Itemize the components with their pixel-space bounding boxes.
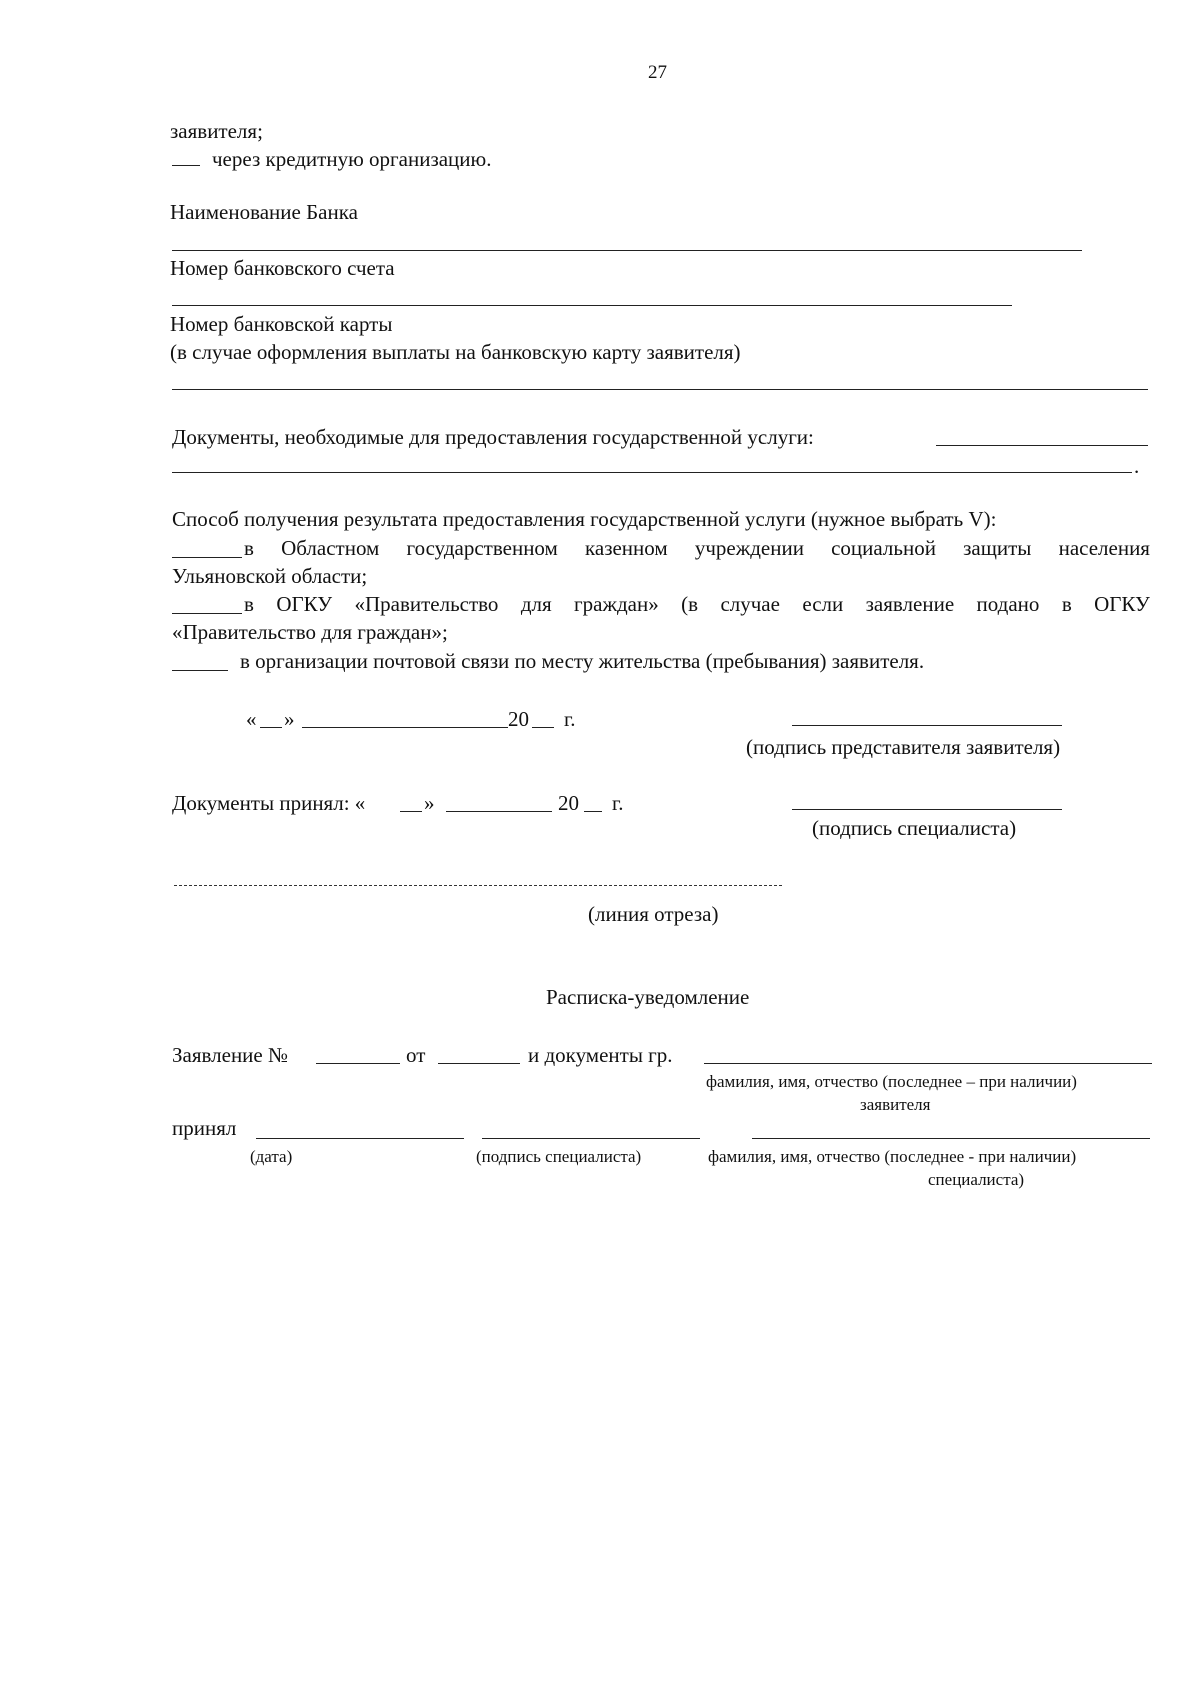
- method-option2-text: в ОГКУ «Правительство для граждан» (в случае если заявление подано в ОГКУ: [244, 592, 1150, 616]
- page-number: 27: [648, 62, 667, 83]
- receipt-date-field[interactable]: [256, 1138, 464, 1139]
- bank-card-label: Номер банковской карты: [170, 312, 393, 336]
- cut-line-caption: (линия отреза): [588, 902, 719, 926]
- documents-label: Документы, необходимые для предоставления государственной услуги:: [172, 425, 814, 449]
- bank-name-label: Наименование Банка: [170, 200, 358, 224]
- statement-from-label: от: [406, 1043, 426, 1067]
- bank-card-note: (в случае оформления выплаты на банковскую карту заявителя): [170, 340, 741, 364]
- credit-org-option-text: через кредитную организацию.: [212, 147, 492, 171]
- documents-of-label: и документы гр.: [528, 1043, 673, 1067]
- applicant-name-caption-cont: заявителя: [860, 1095, 931, 1114]
- applicant-name-caption: фамилия, имя, отчество (последнее – при наличии): [706, 1072, 1077, 1091]
- date-month-field[interactable]: [302, 727, 508, 728]
- date-year-field[interactable]: [532, 727, 554, 728]
- applicant-line-end: заявителя;: [170, 119, 263, 143]
- bank-card-field-line[interactable]: [172, 389, 1148, 390]
- method-option3-text: в организации почтовой связи по месту жительства (пребывания) заявителя.: [240, 649, 925, 673]
- documents-field-line-2[interactable]: [172, 472, 1132, 473]
- method-option1-checkbox-line[interactable]: [172, 557, 242, 558]
- accepted-day-field[interactable]: [400, 811, 422, 812]
- documents-period: .: [1134, 454, 1140, 478]
- representative-signature-caption: (подпись представителя заявителя): [746, 735, 1061, 759]
- bank-account-field-line[interactable]: [172, 305, 1012, 306]
- receipt-signature-field[interactable]: [482, 1138, 700, 1139]
- representative-signature-line[interactable]: [792, 725, 1062, 726]
- specialist-name-field[interactable]: [752, 1138, 1150, 1139]
- method-option1-text-cont: Ульяновской области;: [172, 564, 368, 588]
- specialist-signature-line[interactable]: [792, 809, 1062, 810]
- receipt-signature-caption: (подпись специалиста): [476, 1147, 642, 1166]
- accepted-day-quote-close: »: [424, 791, 435, 815]
- date-day-quote-open: «: [246, 707, 257, 731]
- receipt-title: Расписка-уведомление: [546, 985, 750, 1009]
- cut-line: [174, 885, 782, 886]
- accepted-year-prefix: 20: [558, 791, 579, 815]
- specialist-name-caption: фамилия, имя, отчество (последнее - при наличии): [708, 1147, 1077, 1166]
- method-heading: Способ получения результата предоставления государственной услуги (нужное выбрать V):: [172, 507, 997, 531]
- date-day-quote-close: »: [284, 707, 295, 731]
- method-option1-text: в Областном государственном казенном учреждении социальной защиты населения: [244, 536, 1150, 560]
- specialist-signature-caption: (подпись специалиста): [812, 816, 1017, 840]
- accepted-year-suffix: г.: [612, 791, 624, 815]
- documents-field-line-1[interactable]: [936, 445, 1148, 446]
- method-option3-checkbox-line[interactable]: [172, 670, 228, 671]
- date-year-prefix: 20: [508, 707, 529, 731]
- accepted-label: Документы принял: «: [172, 791, 366, 815]
- statement-number-label: Заявление №: [172, 1043, 289, 1067]
- date-year-suffix: г.: [564, 707, 576, 731]
- accepted-year-field[interactable]: [584, 811, 602, 812]
- credit-org-checkbox-line[interactable]: [172, 165, 200, 166]
- receipt-date-caption: (дата): [250, 1147, 293, 1166]
- method-option2-checkbox-line[interactable]: [172, 613, 242, 614]
- date-day-field[interactable]: [260, 727, 282, 728]
- accepted-month-field[interactable]: [446, 811, 552, 812]
- specialist-name-caption-cont: специалиста): [928, 1170, 1025, 1189]
- bank-account-label: Номер банковского счета: [170, 256, 395, 280]
- bank-name-field-line[interactable]: [172, 250, 1082, 251]
- statement-number-field[interactable]: [316, 1063, 400, 1064]
- method-option2-text-cont: «Правительство для граждан»;: [172, 620, 448, 644]
- accepted-by-label: принял: [172, 1116, 237, 1140]
- applicant-name-field[interactable]: [704, 1063, 1152, 1064]
- statement-date-field[interactable]: [438, 1063, 520, 1064]
